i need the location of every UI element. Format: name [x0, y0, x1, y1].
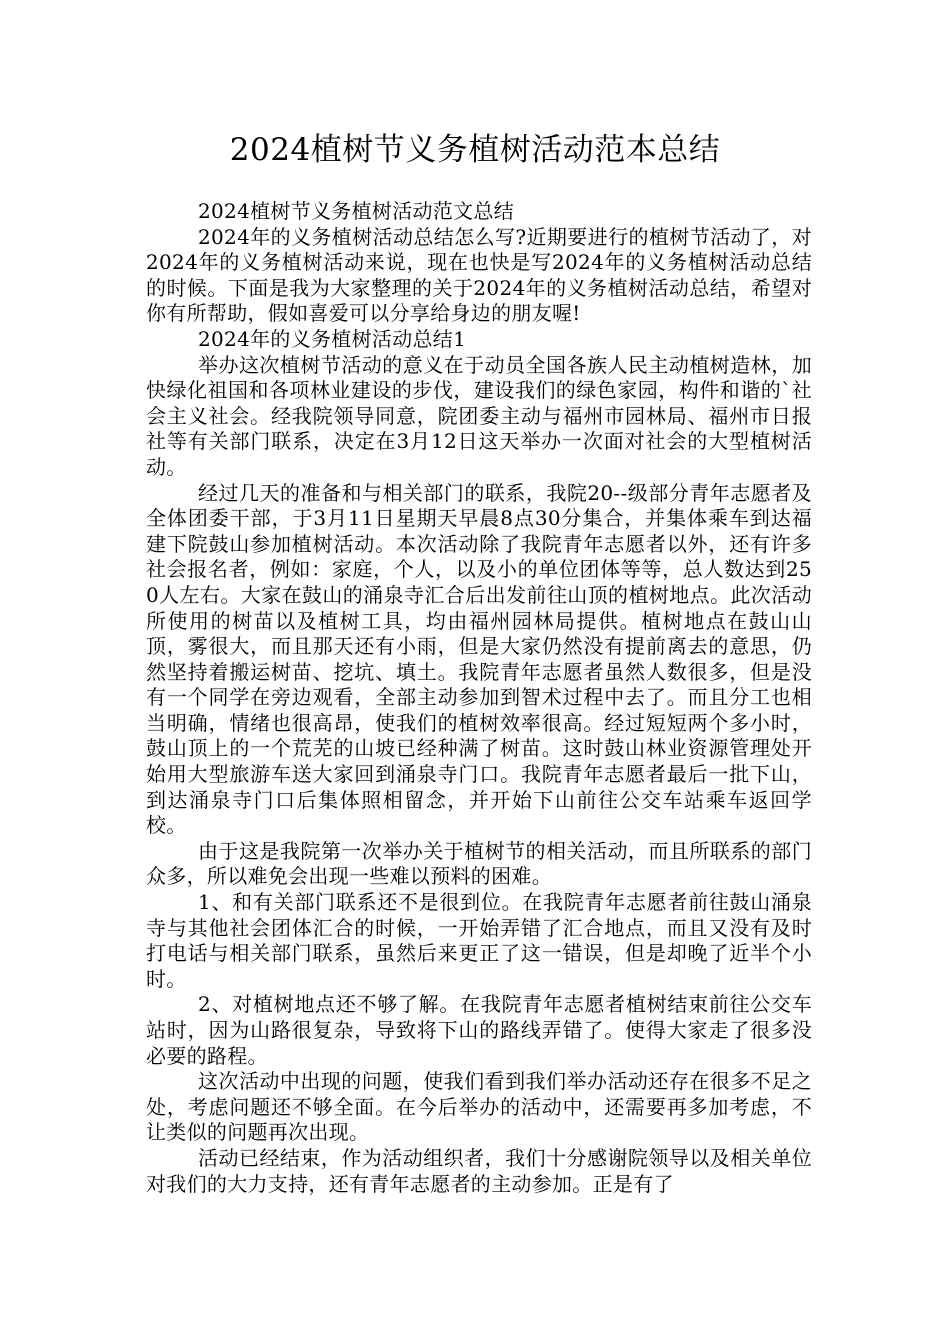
paragraph-problem-1: 1、和有关部门联系还不是很到位。在我院青年志愿者前往鼓山涌泉寺与其他社会团体汇合的时候，一开始弄错了汇合地点，而且又没有及时打电话与相关部门联系，虽然后来更正了这一错误，但是却晚了近半个小时。 [146, 890, 812, 991]
paragraph-reflection: 这次活动中出现的问题，使我们看到我们举办活动还存在很多不足之处，考虑问题还不够全面。在今后举办的活动中，还需要再多加考虑，不让类似的问题再次出现。 [146, 1069, 812, 1145]
paragraph-problem-2: 2、对植树地点还不够了解。在我院青年志愿者植树结束前往公交车站时，因为山路很复杂，导致将下山的路线弄错了。使得大家走了很多没必要的路程。 [146, 992, 812, 1068]
paragraph-activity: 经过几天的准备和与相关部门的联系，我院20--级部分青年志愿者及全体团委干部，于3月11日星期天早晨8点30分集合，并集体乘车到达福建下院鼓山参加植树活动。本次活动除了我院青年志愿者以外，还有许多社会报名者，例如：家庭，个人，以及小的单位团体等等，总人数达到250人左右。大家在鼓山的涌泉寺汇合后出发前往山顶的植树地点。此次活动所使用的树苗以及植树工具，均由福州园林局提供。植树地点在鼓山山顶，雾很大，而且那天还有小雨，但是大家仍然没有提前离去的意思，仍然坚持着搬运树苗、挖坑、填土。我院青年志愿者虽然人数很多，但是没有一个同学在旁边观看，全部主动参加到智术过程中去了。而且分工也相当明确，情绪也很高昂，使我们的植树效率很高。经过短短两个多小时，鼓山顶上的一个荒芜的山坡已经种满了树苗。这时鼓山林业资源管理处开始用大型旅游车送大家回到涌泉寺门口。我院青年志愿者最后一批下山，到达涌泉寺门口后集体照相留念，并开始下山前往公交车站乘车返回学校。 [146, 480, 812, 838]
paragraph-problems-intro: 由于这是我院第一次举办关于植树节的相关活动，而且所联系的部门众多，所以难免会出现一些难以预料的困难。 [146, 838, 812, 889]
paragraph-intro: 2024年的义务植树活动总结怎么写?近期要进行的植树节活动了，对2024年的义务植树活动来说，现在也快是写2024年的义务植树活动总结的时候。下面是我为大家整理的关于2024年的义务植树活动总结，希望对你有所帮助，假如喜爱可以分享给身边的朋友喔! [146, 224, 812, 326]
document-body [146, 199, 812, 1197]
paragraph-purpose: 举办这次植树节活动的意义在于动员全国各族人民主动植树造林，加快绿化祖国和各项林业建设的步伐，建设我们的绿色家园，构件和谐的`社会主义社会。经我院领导同意，院团委主动与福州市园林局、福州市日报社等有关部门联系，决定在3月12日这天举办一次面对社会的大型植树活动。 [146, 352, 812, 479]
document-title: 2024植树节义务植树活动范本总结 [229, 132, 721, 168]
paragraph-closing: 活动已经结束，作为活动组织者，我们十分感谢院领导以及相关单位对我们的大力支持，还有青年志愿者的主动参加。正是有了 [146, 1145, 812, 1196]
paragraph-subtitle: 2024植树节义务植树活动范文总结 [198, 199, 514, 223]
paragraph-section-heading: 2024年的义务植树活动总结1 [198, 326, 467, 351]
